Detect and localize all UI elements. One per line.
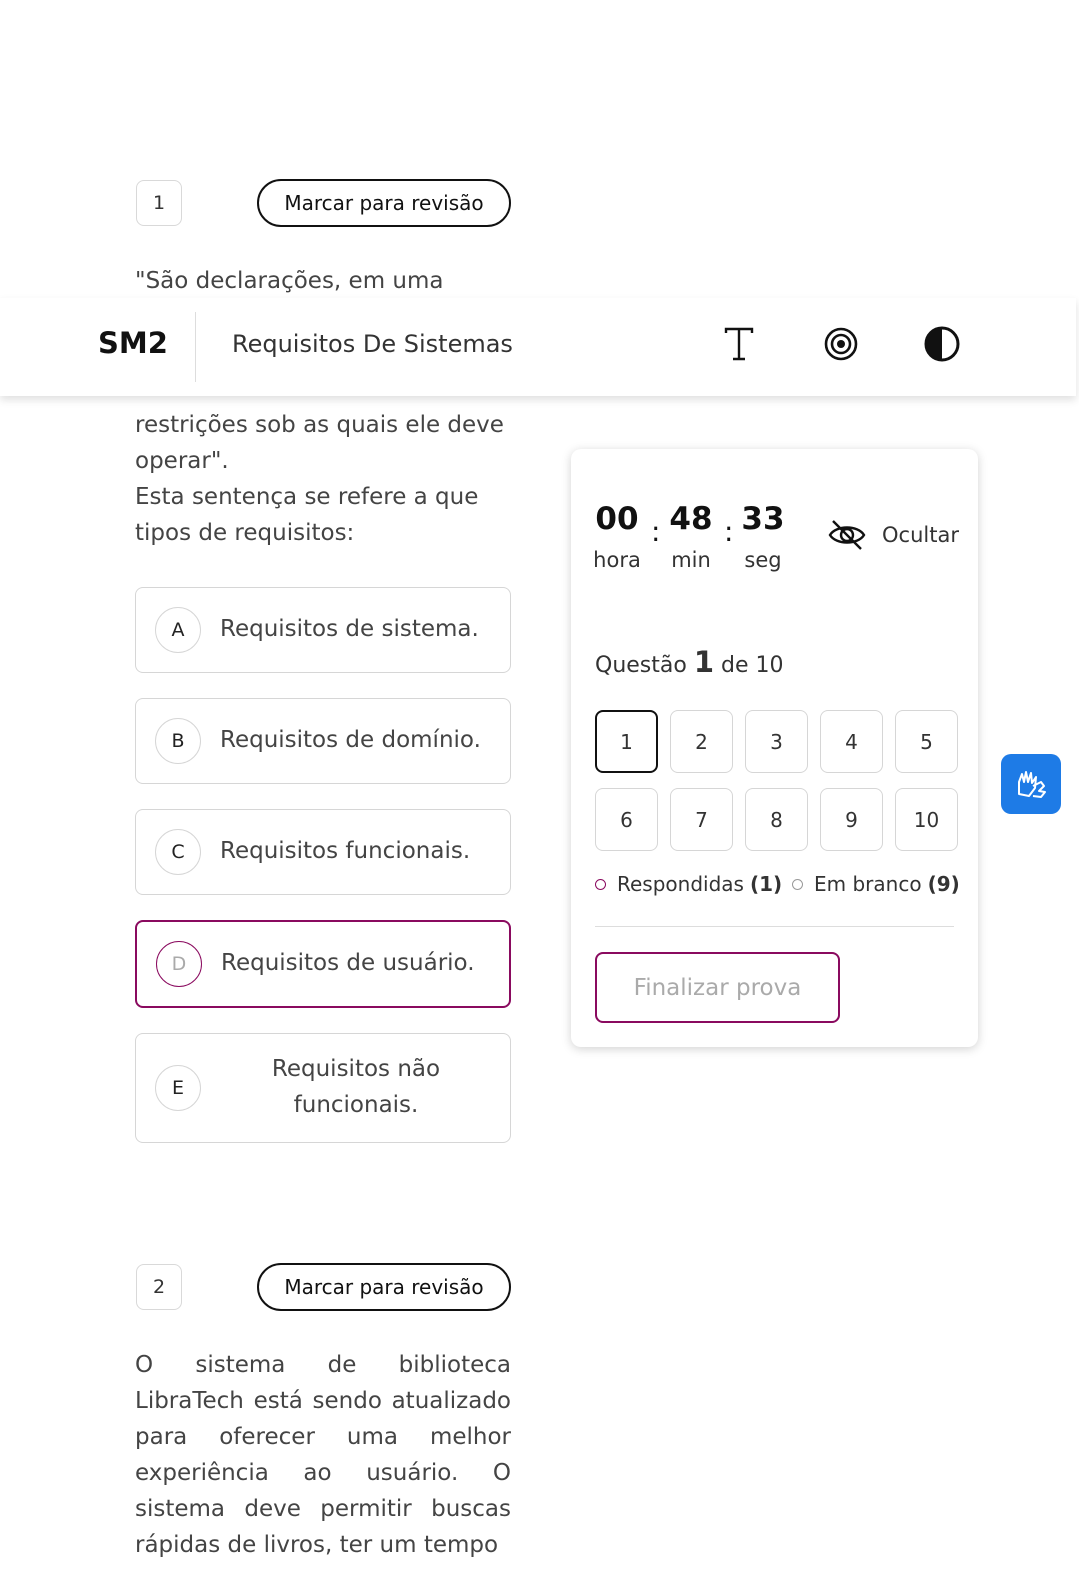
libras-accessibility-button[interactable]: [1001, 754, 1061, 814]
question-nav-button[interactable]: 1: [595, 710, 658, 773]
answered-dot-icon: [595, 879, 606, 890]
timer-minutes: 48: [669, 501, 713, 537]
header-divider: [195, 312, 196, 382]
exam-panel: [571, 449, 978, 1047]
top-header: [0, 298, 1076, 396]
question-prompt: Esta sentença se refere a que tipos de requisitos:: [135, 484, 479, 546]
option-b[interactable]: [135, 698, 511, 784]
timer-seconds-label: seg: [744, 548, 782, 572]
mark-for-review-button[interactable]: Marcar para revisão: [257, 179, 511, 227]
finish-exam-button[interactable]: Finalizar prova: [595, 952, 840, 1023]
contrast-icon[interactable]: [922, 324, 962, 364]
panel-divider: [595, 926, 954, 927]
question-nav-button[interactable]: 3: [745, 710, 808, 773]
target-icon[interactable]: [821, 324, 861, 364]
question-text: O sistema de biblioteca LibraTech está sendo atualizado para oferecer uma melhor experiência ao usuário. O sistema deve permitir buscas rápidas de livros, ter um tempo: [135, 1352, 511, 1558]
question-number: 1: [136, 180, 182, 226]
blank-count: (9): [927, 872, 960, 896]
answered-label: Respondidas: [617, 872, 744, 896]
eye-off-icon: [827, 517, 867, 553]
option-letter: C: [155, 829, 201, 875]
course-title: Requisitos De Sistemas: [232, 330, 513, 358]
question-text-top: "São declarações, em uma: [135, 268, 444, 294]
option-text: Requisitos de sistema.: [220, 616, 479, 642]
progress-prefix: Questão: [595, 653, 687, 678]
timer-separator: :: [724, 515, 734, 548]
timer-seconds: 33: [741, 501, 785, 537]
blank-label: Em branco: [814, 872, 922, 896]
progress-suffix: de 10: [721, 653, 784, 678]
brand-logo: SM2: [98, 326, 168, 360]
progress-current: 1: [693, 645, 715, 679]
timer-separator: :: [651, 515, 661, 548]
option-text: Requisitos não funcionais.: [271, 1056, 441, 1118]
timer-minutes-label: min: [671, 548, 711, 572]
question-nav-button[interactable]: 4: [820, 710, 883, 773]
legend-answered: [595, 872, 782, 896]
blank-dot-icon: [792, 879, 803, 890]
timer-hours: 00: [595, 501, 639, 537]
answered-count: (1): [749, 872, 783, 896]
question-nav-button[interactable]: 5: [895, 710, 958, 773]
question-nav-button[interactable]: 7: [670, 788, 733, 851]
question-nav-button[interactable]: 8: [745, 788, 808, 851]
hide-timer-button[interactable]: [827, 517, 959, 553]
option-a[interactable]: [135, 587, 511, 673]
option-letter: B: [155, 718, 201, 764]
option-c[interactable]: [135, 809, 511, 895]
question-nav-button[interactable]: 10: [895, 788, 958, 851]
option-text: Requisitos de usuário.: [221, 950, 475, 976]
mark-for-review-button[interactable]: Marcar para revisão: [257, 1263, 511, 1311]
option-d[interactable]: [135, 920, 511, 1008]
option-letter: A: [155, 607, 201, 653]
question-nav-button[interactable]: 2: [670, 710, 733, 773]
option-text: Requisitos de domínio.: [220, 727, 481, 753]
option-e[interactable]: [135, 1033, 511, 1143]
question-nav-button[interactable]: 6: [595, 788, 658, 851]
question-nav-button[interactable]: 9: [820, 788, 883, 851]
sign-language-icon: [1011, 764, 1051, 804]
text-size-icon[interactable]: [719, 324, 759, 364]
legend-blank: [792, 872, 960, 896]
option-letter: D: [156, 941, 202, 987]
hide-label: Ocultar: [882, 523, 959, 547]
question-text-bottom: restrições sob as quais ele deve operar".: [135, 412, 504, 474]
question-number: 2: [136, 1264, 182, 1310]
option-letter: E: [155, 1065, 201, 1111]
timer-hours-label: hora: [593, 548, 641, 572]
option-text: Requisitos funcionais.: [220, 838, 471, 864]
question-progress: [595, 645, 784, 679]
